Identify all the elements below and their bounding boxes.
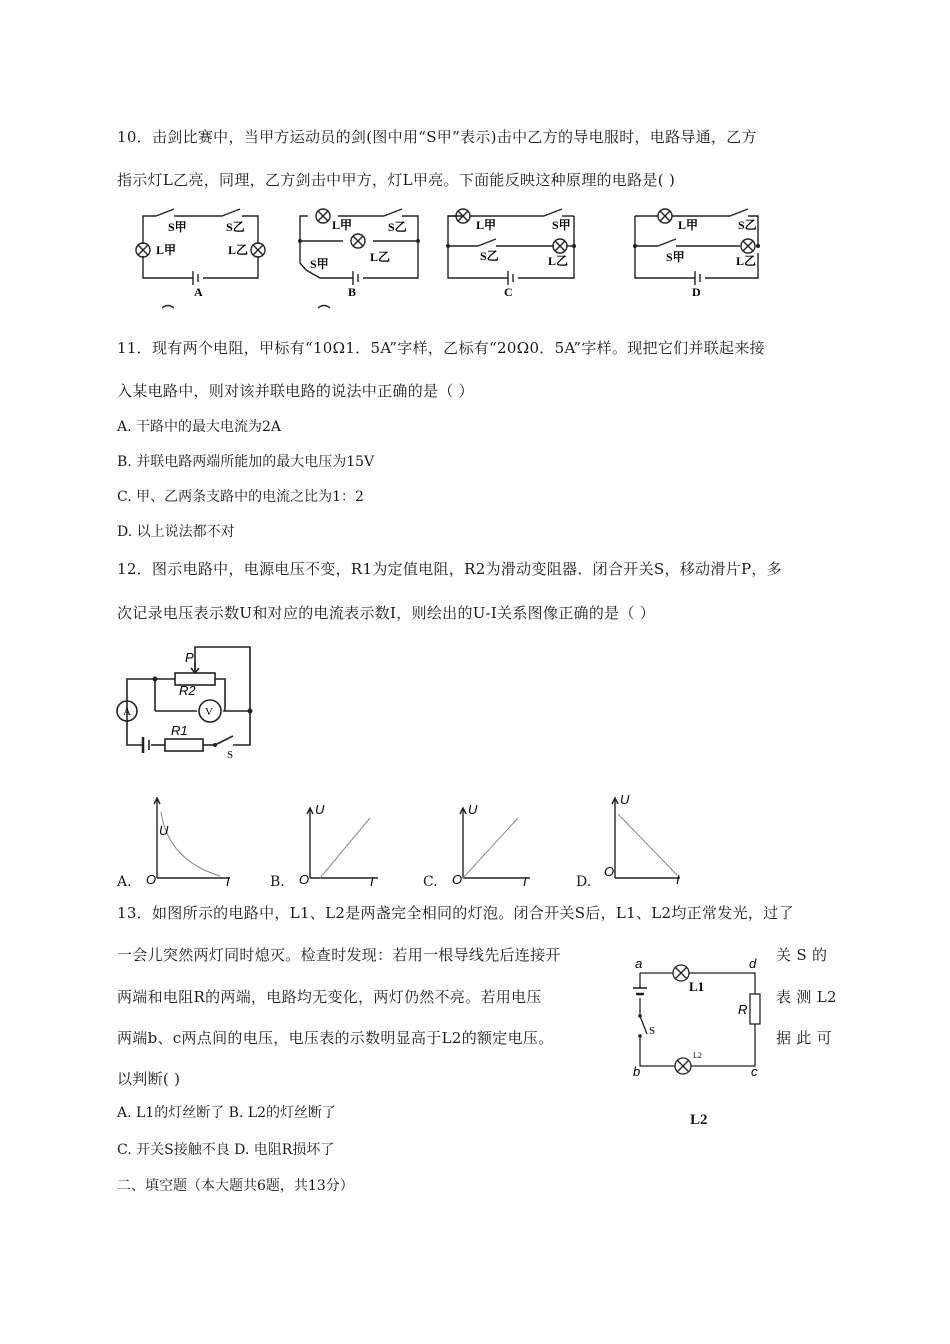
- q12-r2-label: R2: [179, 683, 196, 698]
- q11-line2: 入某电路中，则对该并联电路的说法中正确的是（ ）: [117, 382, 474, 400]
- q13-line4b: 据 此 可: [776, 1029, 833, 1047]
- q13-point-a-label: a: [635, 958, 643, 971]
- circuit-d-letter: D: [692, 285, 701, 299]
- graph-b-i-label: I: [370, 874, 374, 889]
- circuit-a-s2-label: S乙: [226, 220, 245, 234]
- q13-point-b-label: b: [633, 1064, 641, 1078]
- circuit-a-l1-label: L甲: [156, 243, 177, 257]
- graph-a-u-label: U: [159, 823, 169, 838]
- circuit-d-l2-label: L乙: [736, 254, 757, 268]
- q10-line2: 指示灯L乙亮，同理，乙方剑击中甲方，灯L甲亮。下面能反映这种原理的电路是( ): [117, 171, 676, 189]
- circuit-c-letter: C: [504, 285, 513, 299]
- graph-d-i-label: I: [676, 872, 680, 887]
- q10-line1: 10．击剑比赛中，当甲方运动员的剑(图中用“S甲”表示)击中乙方的导电服时，电路导通，乙方: [117, 128, 757, 146]
- circuit-b-l2-label: L乙: [370, 250, 391, 264]
- q12-ammeter-label: A: [123, 706, 131, 718]
- q13-resistor-label: R: [738, 1002, 748, 1017]
- graph-b-u-label: U: [315, 802, 325, 817]
- q13-point-d-label: d: [749, 958, 757, 971]
- circuit-c-l1-label: L甲: [476, 218, 497, 232]
- q10-circuits-figure: [118, 198, 798, 313]
- q12-r1-label: R1: [171, 723, 188, 738]
- graph-c-u-label: U: [468, 802, 478, 817]
- q11-line1: 11．现有两个电阻，甲标有“10Ω1．5A”字样，乙标有“20Ω0．5A”字样。现把它们并联起来接: [117, 339, 765, 357]
- q13-point-c-label: c: [751, 1064, 758, 1078]
- graph-c-i-label: I: [523, 874, 527, 889]
- circuit-a-l2-label: L乙: [228, 243, 249, 257]
- q11-option-a: A. 干路中的最大电流为2A: [117, 419, 282, 435]
- q13-options-cd: C. 开关S接触不良 D. 电阻R损坏了: [117, 1142, 335, 1158]
- q12-switch-label: S: [227, 749, 234, 761]
- graph-a-i-label: I: [226, 874, 230, 889]
- q11-option-c: C. 甲、乙两条支路中的电流之比为1：2: [117, 489, 364, 505]
- q13-circuit-figure: [625, 958, 775, 1078]
- graph-b-letter: B.: [270, 874, 285, 890]
- graph-d-u-label: U: [620, 792, 630, 807]
- graph-b-o-label: O: [299, 872, 310, 887]
- q13-line5: 以判断( ): [117, 1070, 181, 1088]
- circuit-b-l1-label: L甲: [332, 218, 353, 232]
- q13-line1: 13．如图所示的电路中，L1、L2是两盏完全相同的灯泡。闭合开关S后，L1、L2均正常发光，过了: [117, 904, 794, 922]
- circuit-d-s1-label: S乙: [738, 218, 757, 232]
- q13-line2b: 关 S 的: [776, 946, 828, 964]
- section-2-heading: 二、填空题（本大题共6题，共13分）: [117, 1178, 354, 1194]
- circuit-c-s2-label: S乙: [480, 249, 499, 263]
- graph-a-o-label: O: [146, 872, 157, 887]
- q13-l1-label: L1: [689, 979, 705, 994]
- graph-c-o-label: O: [452, 872, 463, 887]
- q11-option-d: D. 以上说法都不对: [117, 524, 235, 540]
- q13-line3b: 表 测 L2: [776, 988, 837, 1006]
- circuit-c-s1-label: S甲: [552, 218, 571, 232]
- circuit-a-s1-label: S甲: [168, 220, 187, 234]
- q12-circuit-figure: [115, 640, 265, 765]
- circuit-b-letter: B: [348, 285, 357, 299]
- q13-switch-label: S: [649, 1025, 656, 1037]
- circuit-c-l2-label: L乙: [548, 254, 569, 268]
- q13-l2-small-label: L2: [693, 1051, 702, 1060]
- q13-line3a: 两端和电阻R的两端，电路均无变化，两灯仍然不亮。若用电压: [117, 988, 542, 1006]
- circuit-b-s2-label: S乙: [388, 220, 407, 234]
- q12-line1: 12．图示电路中，电源电压不变，R1为定值电阻，R2为滑动变阻器．闭合开关S，移动滑片P，多: [117, 560, 782, 578]
- graph-d-o-label: O: [604, 864, 615, 879]
- graph-a-letter: A.: [117, 874, 132, 890]
- circuit-d-l1-label: L甲: [678, 218, 699, 232]
- q13-options-ab: A. L1的灯丝断了 B. L2的灯丝断了: [117, 1105, 337, 1121]
- graph-c-letter: C.: [423, 874, 438, 890]
- q13-line4a: 两端b、c两点间的电压，电压表的示数明显高于L2的额定电压。: [117, 1029, 554, 1047]
- circuit-a-letter: A: [194, 285, 203, 299]
- circuit-b-s1-label: S甲: [310, 257, 329, 271]
- circuit-d-s2-label: S甲: [666, 250, 685, 264]
- q11-option-b: B. 并联电路两端所能加的最大电压为15V: [117, 454, 375, 470]
- q12-p-label: P: [185, 650, 194, 665]
- q12-voltmeter-label: V: [205, 706, 213, 718]
- q12-graphs: [110, 790, 710, 890]
- graph-d-letter: D.: [576, 874, 592, 890]
- q12-line2: 次记录电压表示数U和对应的电流表示数I，则绘出的U-I关系图像正确的是（ ）: [117, 604, 656, 622]
- q13-line2a: 一会儿突然两灯同时熄灭。检查时发现：若用一根导线先后连接开: [117, 946, 561, 964]
- q13-caption-l2: L2: [690, 1112, 708, 1128]
